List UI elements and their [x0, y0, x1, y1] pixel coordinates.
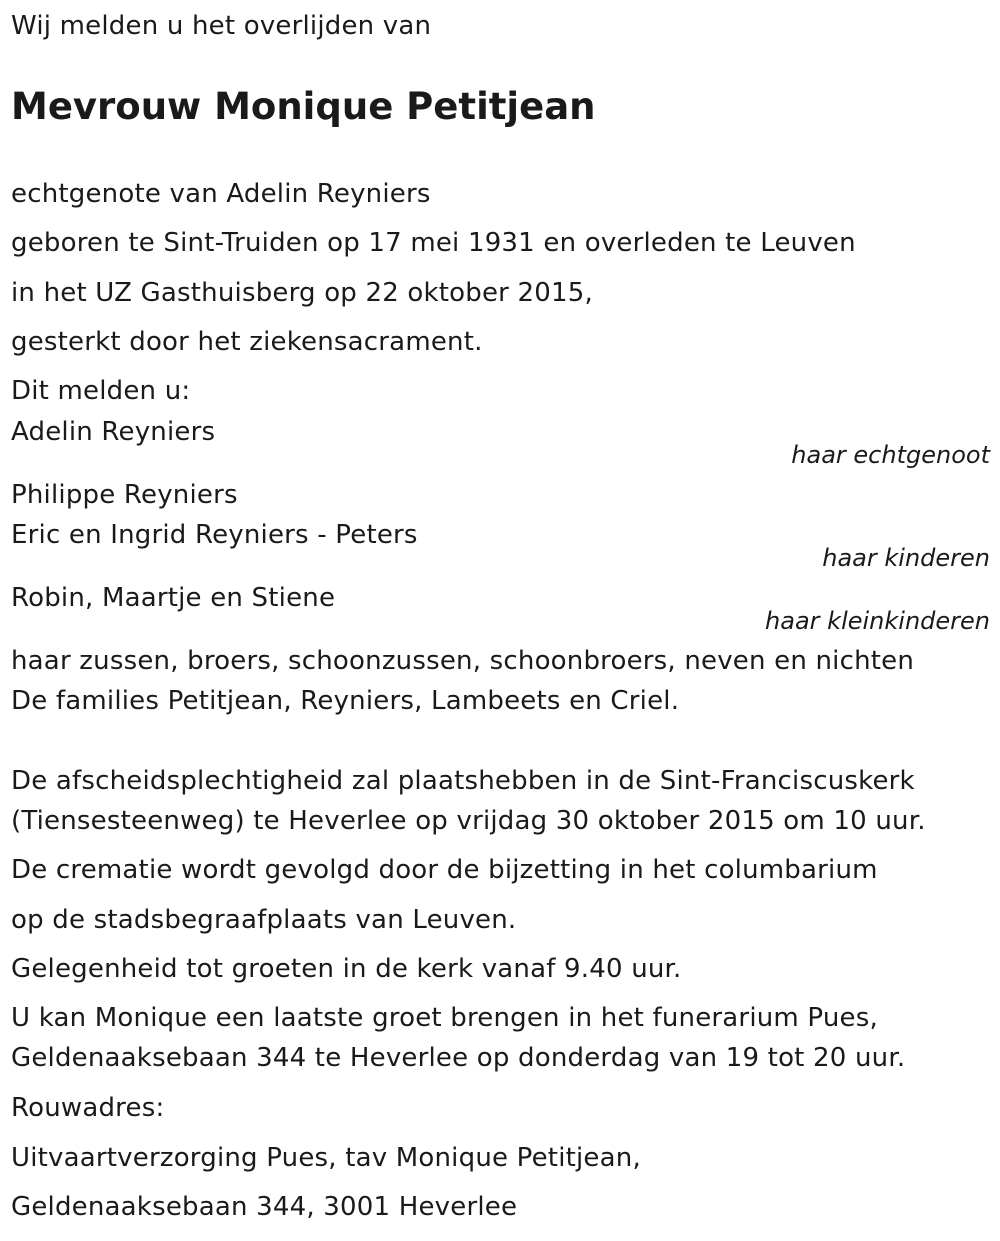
role-grandchildren: haar kleinkinderen	[765, 607, 990, 635]
detail-birth-death: geboren te Sint-Truiden op 17 mei 1931 en overleden te Leuven	[11, 228, 856, 258]
family-relatives: haar zussen, broers, schoonzussen, schoonbroers, neven en nichten	[11, 646, 915, 676]
family-child-2: Eric en Ingrid Reyniers - Peters	[11, 520, 418, 550]
detail-sacrament: gesterkt door het ziekensacrament.	[11, 327, 483, 357]
ceremony-line-4: op de stadsbegraafplaats van Leuven.	[11, 905, 517, 935]
ceremony-line-5: Gelegenheid tot groeten in de kerk vanaf 9.40 uur.	[11, 954, 682, 984]
ceremony-line-6: U kan Monique een laatste groet brengen in het funerarium Pues,	[11, 1003, 878, 1033]
address-line-2: Geldenaaksebaan 344, 3001 Heverlee	[11, 1192, 518, 1222]
detail-spouse: echtgenote van Adelin Reyniers	[11, 179, 431, 209]
ceremony-line-1: De afscheidsplechtigheid zal plaatshebben in de Sint-Franciscuskerk	[11, 766, 915, 796]
family-child-1: Philippe Reyniers	[11, 480, 238, 510]
address-line-1: Uitvaartverzorging Pues, tav Monique Petitjean,	[11, 1143, 641, 1173]
ceremony-line-3: De crematie wordt gevolgd door de bijzetting in het columbarium	[11, 855, 878, 885]
family-families: De families Petitjean, Reyniers, Lambeets en Criel.	[11, 686, 680, 716]
family-grandchildren: Robin, Maartje en Stiene	[11, 583, 336, 613]
intro-text: Wij melden u het overlijden van	[11, 11, 432, 41]
role-spouse: haar echtgenoot	[791, 441, 990, 469]
role-children: haar kinderen	[822, 544, 990, 572]
family-spouse: Adelin Reyniers	[11, 417, 216, 447]
detail-place: in het UZ Gasthuisberg op 22 oktober 2015,	[11, 278, 593, 308]
address-label: Rouwadres:	[11, 1093, 165, 1123]
ceremony-line-2: (Tiensesteenweg) te Heverlee op vrijdag 30 oktober 2015 om 10 uur.	[11, 806, 926, 836]
announced-by-label: Dit melden u:	[11, 376, 191, 406]
ceremony-line-7: Geldenaaksebaan 344 te Heverlee op donderdag van 19 tot 20 uur.	[11, 1043, 906, 1073]
deceased-name: Mevrouw Monique Petitjean	[11, 85, 596, 128]
